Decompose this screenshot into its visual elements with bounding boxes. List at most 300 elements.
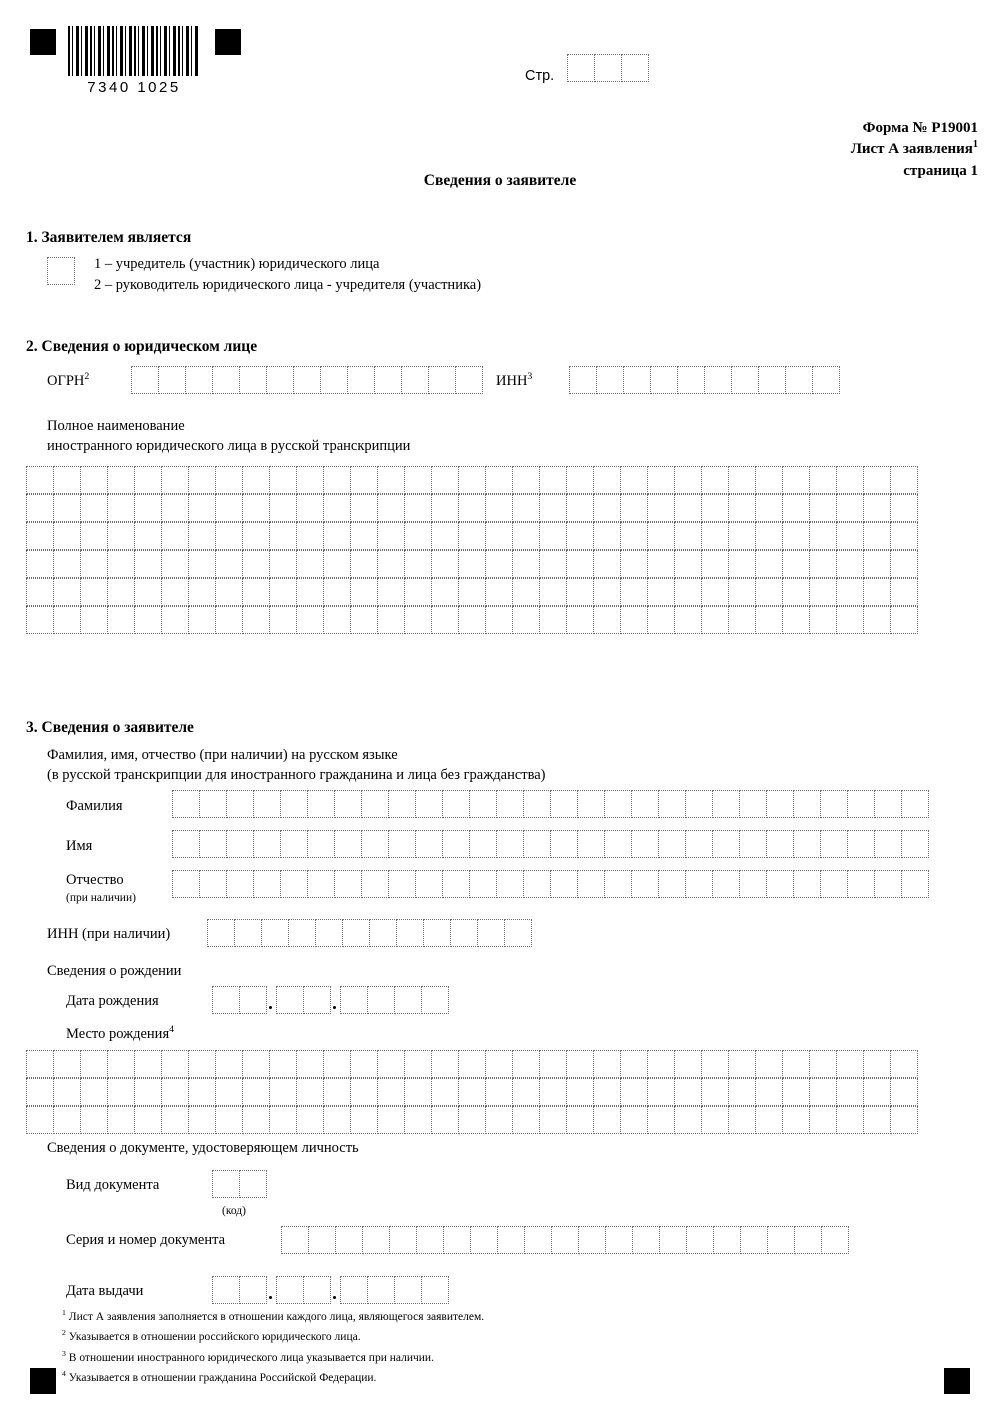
doc-type-cell[interactable] bbox=[239, 1170, 267, 1198]
org-name-cell[interactable] bbox=[26, 550, 54, 578]
birth-place-cell[interactable] bbox=[161, 1078, 189, 1106]
birth-place-cell[interactable] bbox=[485, 1078, 513, 1106]
surname-cell[interactable] bbox=[253, 790, 281, 818]
birth-place-cell[interactable] bbox=[755, 1050, 783, 1078]
date-year-cell[interactable] bbox=[421, 986, 449, 1014]
birth-place-cell[interactable] bbox=[161, 1106, 189, 1134]
inn-person-cell[interactable] bbox=[342, 919, 370, 947]
firstname-cell[interactable] bbox=[172, 830, 200, 858]
org-name-cell[interactable] bbox=[566, 550, 594, 578]
birth-place-cell[interactable] bbox=[26, 1078, 54, 1106]
org-name-cell[interactable] bbox=[512, 550, 540, 578]
org-name-cell[interactable] bbox=[890, 494, 918, 522]
org-name-cell[interactable] bbox=[593, 494, 621, 522]
org-name-cell[interactable] bbox=[701, 578, 729, 606]
org-name-cell[interactable] bbox=[539, 494, 567, 522]
patronymic-cell[interactable] bbox=[199, 870, 227, 898]
surname-cell[interactable] bbox=[361, 790, 389, 818]
ogrn-cell[interactable] bbox=[212, 366, 240, 394]
ogrn-cell[interactable] bbox=[293, 366, 321, 394]
ogrn-cell[interactable] bbox=[185, 366, 213, 394]
org-name-cell[interactable] bbox=[782, 522, 810, 550]
birth-place-cell[interactable] bbox=[647, 1106, 675, 1134]
birth-place-cell[interactable] bbox=[890, 1078, 918, 1106]
surname-cell[interactable] bbox=[847, 790, 875, 818]
birth-place-cell[interactable] bbox=[701, 1050, 729, 1078]
org-name-cell[interactable] bbox=[836, 522, 864, 550]
birth-place-cell[interactable] bbox=[296, 1078, 324, 1106]
org-name-cell[interactable] bbox=[620, 578, 648, 606]
doc-series-cell[interactable] bbox=[551, 1226, 579, 1254]
org-name-cell[interactable] bbox=[377, 606, 405, 634]
doc-type-field[interactable] bbox=[212, 1170, 267, 1198]
org-name-cell[interactable] bbox=[134, 606, 162, 634]
org-name-cell[interactable] bbox=[404, 466, 432, 494]
ogrn-cell[interactable] bbox=[428, 366, 456, 394]
org-name-cell[interactable] bbox=[323, 522, 351, 550]
org-name-cell[interactable] bbox=[566, 578, 594, 606]
page-number-field[interactable] bbox=[567, 54, 649, 82]
org-name-cell[interactable] bbox=[107, 466, 135, 494]
birth-place-cell[interactable] bbox=[620, 1106, 648, 1134]
birth-place-cell[interactable] bbox=[242, 1078, 270, 1106]
ogrn-cell[interactable] bbox=[455, 366, 483, 394]
org-name-cell[interactable] bbox=[188, 494, 216, 522]
date-month-cell[interactable] bbox=[303, 1276, 331, 1304]
surname-cell[interactable] bbox=[199, 790, 227, 818]
org-name-cell[interactable] bbox=[134, 466, 162, 494]
birth-place-cell[interactable] bbox=[53, 1050, 81, 1078]
birth-place-cell[interactable] bbox=[242, 1050, 270, 1078]
birth-place-cell[interactable] bbox=[107, 1078, 135, 1106]
surname-cell[interactable] bbox=[280, 790, 308, 818]
patronymic-cell[interactable] bbox=[415, 870, 443, 898]
patronymic-cell[interactable] bbox=[280, 870, 308, 898]
firstname-cell[interactable] bbox=[550, 830, 578, 858]
org-name-cell[interactable] bbox=[647, 494, 675, 522]
org-name-cell[interactable] bbox=[431, 494, 459, 522]
org-name-cell[interactable] bbox=[269, 550, 297, 578]
inn-person-cell[interactable] bbox=[261, 919, 289, 947]
org-name-cell[interactable] bbox=[836, 578, 864, 606]
birth-place-cell[interactable] bbox=[107, 1106, 135, 1134]
org-name-cell[interactable] bbox=[701, 606, 729, 634]
birth-place-cell[interactable] bbox=[26, 1106, 54, 1134]
birth-place-cell[interactable] bbox=[836, 1106, 864, 1134]
firstname-cell[interactable] bbox=[307, 830, 335, 858]
birth-place-cell[interactable] bbox=[728, 1078, 756, 1106]
birth-place-cell[interactable] bbox=[782, 1050, 810, 1078]
inn-org-cell[interactable] bbox=[758, 366, 786, 394]
birth-place-cell[interactable] bbox=[566, 1078, 594, 1106]
org-name-cell[interactable] bbox=[539, 606, 567, 634]
birth-date-field[interactable] bbox=[212, 986, 449, 1014]
birth-place-cell[interactable] bbox=[323, 1078, 351, 1106]
org-name-cell[interactable] bbox=[647, 578, 675, 606]
inn-org-cell[interactable] bbox=[785, 366, 813, 394]
firstname-cell[interactable] bbox=[847, 830, 875, 858]
applicant-type-cell[interactable] bbox=[47, 257, 75, 285]
patronymic-cell[interactable] bbox=[820, 870, 848, 898]
org-name-cell[interactable] bbox=[674, 466, 702, 494]
page-number-cell[interactable] bbox=[594, 54, 622, 82]
firstname-cell[interactable] bbox=[577, 830, 605, 858]
surname-cell[interactable] bbox=[631, 790, 659, 818]
doc-series-cell[interactable] bbox=[443, 1226, 471, 1254]
birth-place-cell[interactable] bbox=[80, 1078, 108, 1106]
org-name-cell[interactable] bbox=[242, 466, 270, 494]
firstname-cell[interactable] bbox=[631, 830, 659, 858]
firstname-cell[interactable] bbox=[820, 830, 848, 858]
org-name-cell[interactable] bbox=[512, 578, 540, 606]
birth-place-cell[interactable] bbox=[350, 1106, 378, 1134]
org-name-cell[interactable] bbox=[134, 494, 162, 522]
org-name-cell[interactable] bbox=[107, 578, 135, 606]
inn-person-cell[interactable] bbox=[423, 919, 451, 947]
org-name-cell[interactable] bbox=[161, 550, 189, 578]
org-name-cell[interactable] bbox=[269, 466, 297, 494]
birth-place-cell[interactable] bbox=[701, 1106, 729, 1134]
date-day-cell[interactable] bbox=[212, 986, 240, 1014]
inn-person-cell[interactable] bbox=[504, 919, 532, 947]
inn-person-cell[interactable] bbox=[315, 919, 343, 947]
birth-place-cell[interactable] bbox=[215, 1050, 243, 1078]
org-name-cell[interactable] bbox=[782, 466, 810, 494]
surname-cell[interactable] bbox=[874, 790, 902, 818]
inn-person-cell[interactable] bbox=[477, 919, 505, 947]
org-name-cell[interactable] bbox=[755, 494, 783, 522]
patronymic-cell[interactable] bbox=[388, 870, 416, 898]
ogrn-cell[interactable] bbox=[158, 366, 186, 394]
patronymic-cell[interactable] bbox=[604, 870, 632, 898]
date-day-cell[interactable] bbox=[239, 986, 267, 1014]
birth-place-cell[interactable] bbox=[539, 1078, 567, 1106]
org-name-cell[interactable] bbox=[53, 494, 81, 522]
org-name-cell[interactable] bbox=[53, 606, 81, 634]
patronymic-cell[interactable] bbox=[712, 870, 740, 898]
org-name-cell[interactable] bbox=[215, 606, 243, 634]
org-name-cell[interactable] bbox=[377, 466, 405, 494]
surname-cell[interactable] bbox=[766, 790, 794, 818]
org-name-cell[interactable] bbox=[512, 466, 540, 494]
birth-place-cell[interactable] bbox=[485, 1050, 513, 1078]
org-name-cell[interactable] bbox=[836, 550, 864, 578]
org-name-cell[interactable] bbox=[269, 578, 297, 606]
org-name-cell[interactable] bbox=[782, 578, 810, 606]
doc-series-cell[interactable] bbox=[416, 1226, 444, 1254]
inn-org-cell[interactable] bbox=[596, 366, 624, 394]
org-name-cell[interactable] bbox=[728, 550, 756, 578]
birth-place-cell[interactable] bbox=[323, 1106, 351, 1134]
org-name-cell[interactable] bbox=[863, 522, 891, 550]
surname-cell[interactable] bbox=[712, 790, 740, 818]
doc-series-cell[interactable] bbox=[686, 1226, 714, 1254]
birth-place-cell[interactable] bbox=[809, 1078, 837, 1106]
org-name-cell[interactable] bbox=[404, 578, 432, 606]
org-name-cell[interactable] bbox=[728, 522, 756, 550]
patronymic-cell[interactable] bbox=[253, 870, 281, 898]
org-name-cell[interactable] bbox=[485, 466, 513, 494]
doc-series-cell[interactable] bbox=[578, 1226, 606, 1254]
date-day-cell[interactable] bbox=[212, 1276, 240, 1304]
org-name-cell[interactable] bbox=[80, 550, 108, 578]
inn-person-field[interactable] bbox=[207, 919, 532, 947]
org-name-cell[interactable] bbox=[188, 466, 216, 494]
inn-person-cell[interactable] bbox=[207, 919, 235, 947]
birth-place-cell[interactable] bbox=[134, 1050, 162, 1078]
org-name-cell[interactable] bbox=[296, 606, 324, 634]
org-name-cell[interactable] bbox=[377, 578, 405, 606]
org-name-cell[interactable] bbox=[890, 578, 918, 606]
doc-series-cell[interactable] bbox=[713, 1226, 741, 1254]
patronymic-cell[interactable] bbox=[739, 870, 767, 898]
org-name-cell[interactable] bbox=[242, 494, 270, 522]
ogrn-cell[interactable] bbox=[131, 366, 159, 394]
birth-place-cell[interactable] bbox=[539, 1050, 567, 1078]
org-name-cell[interactable] bbox=[755, 466, 783, 494]
org-name-cell[interactable] bbox=[593, 606, 621, 634]
org-name-cell[interactable] bbox=[809, 578, 837, 606]
birth-place-cell[interactable] bbox=[242, 1106, 270, 1134]
org-name-cell[interactable] bbox=[188, 578, 216, 606]
org-name-cell[interactable] bbox=[620, 466, 648, 494]
inn-org-cell[interactable] bbox=[704, 366, 732, 394]
patronymic-cell[interactable] bbox=[874, 870, 902, 898]
birth-place-cell[interactable] bbox=[566, 1050, 594, 1078]
org-name-cell[interactable] bbox=[134, 578, 162, 606]
birth-place-cell[interactable] bbox=[674, 1050, 702, 1078]
org-name-cell[interactable] bbox=[404, 494, 432, 522]
birth-place-cell[interactable] bbox=[323, 1050, 351, 1078]
org-name-cell[interactable] bbox=[485, 578, 513, 606]
org-name-cell[interactable] bbox=[701, 466, 729, 494]
surname-cell[interactable] bbox=[334, 790, 362, 818]
firstname-cell[interactable] bbox=[901, 830, 929, 858]
org-name-cell[interactable] bbox=[242, 550, 270, 578]
org-name-cell[interactable] bbox=[458, 578, 486, 606]
org-name-cell[interactable] bbox=[215, 522, 243, 550]
org-name-cell[interactable] bbox=[593, 522, 621, 550]
org-name-cell[interactable] bbox=[485, 606, 513, 634]
birth-place-cell[interactable] bbox=[80, 1050, 108, 1078]
org-name-cell[interactable] bbox=[458, 550, 486, 578]
date-year-cell[interactable] bbox=[394, 986, 422, 1014]
org-name-cell[interactable] bbox=[701, 494, 729, 522]
org-name-cell[interactable] bbox=[755, 522, 783, 550]
birth-place-cell[interactable] bbox=[593, 1050, 621, 1078]
patronymic-cell[interactable] bbox=[361, 870, 389, 898]
date-year-cell[interactable] bbox=[394, 1276, 422, 1304]
org-name-cell[interactable] bbox=[809, 522, 837, 550]
date-month-cell[interactable] bbox=[303, 986, 331, 1014]
doc-series-cell[interactable] bbox=[497, 1226, 525, 1254]
birth-place-cell[interactable] bbox=[107, 1050, 135, 1078]
org-name-cell[interactable] bbox=[647, 606, 675, 634]
org-name-cell[interactable] bbox=[647, 522, 675, 550]
org-name-cell[interactable] bbox=[161, 466, 189, 494]
org-name-cell[interactable] bbox=[512, 606, 540, 634]
birth-place-cell[interactable] bbox=[458, 1078, 486, 1106]
org-name-cell[interactable] bbox=[728, 606, 756, 634]
birth-place-cell[interactable] bbox=[80, 1106, 108, 1134]
birth-place-cell[interactable] bbox=[647, 1050, 675, 1078]
patronymic-cell[interactable] bbox=[334, 870, 362, 898]
inn-org-cell[interactable] bbox=[731, 366, 759, 394]
org-name-cell[interactable] bbox=[863, 578, 891, 606]
org-name-cell[interactable] bbox=[458, 606, 486, 634]
org-name-cell[interactable] bbox=[53, 550, 81, 578]
inn-org-cell[interactable] bbox=[677, 366, 705, 394]
birth-place-cell[interactable] bbox=[161, 1050, 189, 1078]
org-name-cell[interactable] bbox=[458, 494, 486, 522]
org-name-cell[interactable] bbox=[566, 522, 594, 550]
birth-place-cell[interactable] bbox=[215, 1106, 243, 1134]
firstname-cell[interactable] bbox=[253, 830, 281, 858]
patronymic-cell[interactable] bbox=[901, 870, 929, 898]
date-year-cell[interactable] bbox=[340, 1276, 368, 1304]
org-name-cell[interactable] bbox=[593, 466, 621, 494]
org-name-cell[interactable] bbox=[107, 494, 135, 522]
inn-org-field[interactable] bbox=[569, 366, 840, 394]
birth-place-cell[interactable] bbox=[755, 1106, 783, 1134]
date-year-cell[interactable] bbox=[421, 1276, 449, 1304]
birth-place-cell[interactable] bbox=[269, 1078, 297, 1106]
org-name-cell[interactable] bbox=[161, 494, 189, 522]
org-name-cell[interactable] bbox=[647, 550, 675, 578]
org-name-cell[interactable] bbox=[26, 606, 54, 634]
firstname-cell[interactable] bbox=[685, 830, 713, 858]
org-name-cell[interactable] bbox=[215, 578, 243, 606]
doc-type-cell[interactable] bbox=[212, 1170, 240, 1198]
org-name-cell[interactable] bbox=[296, 522, 324, 550]
birth-place-cell[interactable] bbox=[512, 1078, 540, 1106]
org-name-cell[interactable] bbox=[890, 606, 918, 634]
birth-place-cell[interactable] bbox=[296, 1050, 324, 1078]
org-name-cell[interactable] bbox=[53, 522, 81, 550]
date-year-cell[interactable] bbox=[367, 1276, 395, 1304]
birth-place-cell[interactable] bbox=[188, 1078, 216, 1106]
firstname-cell[interactable] bbox=[712, 830, 740, 858]
org-name-cell[interactable] bbox=[593, 578, 621, 606]
birth-place-cell[interactable] bbox=[404, 1106, 432, 1134]
org-name-cell[interactable] bbox=[350, 550, 378, 578]
birth-place-cell[interactable] bbox=[647, 1078, 675, 1106]
birth-place-cell[interactable] bbox=[53, 1078, 81, 1106]
org-name-cell[interactable] bbox=[701, 550, 729, 578]
org-name-cell[interactable] bbox=[323, 606, 351, 634]
org-name-cell[interactable] bbox=[188, 550, 216, 578]
org-name-cell[interactable] bbox=[782, 606, 810, 634]
firstname-cell[interactable] bbox=[469, 830, 497, 858]
org-name-cell[interactable] bbox=[350, 466, 378, 494]
org-name-cell[interactable] bbox=[323, 466, 351, 494]
surname-cell[interactable] bbox=[739, 790, 767, 818]
org-name-cell[interactable] bbox=[890, 522, 918, 550]
org-name-cell[interactable] bbox=[836, 606, 864, 634]
org-name-cell[interactable] bbox=[80, 522, 108, 550]
org-name-cell[interactable] bbox=[755, 578, 783, 606]
firstname-cell[interactable] bbox=[334, 830, 362, 858]
surname-cell[interactable] bbox=[415, 790, 443, 818]
org-name-cell[interactable] bbox=[674, 522, 702, 550]
firstname-cell[interactable] bbox=[766, 830, 794, 858]
doc-series-cell[interactable] bbox=[308, 1226, 336, 1254]
org-name-cell[interactable] bbox=[431, 466, 459, 494]
org-name-cell[interactable] bbox=[458, 466, 486, 494]
org-name-cell[interactable] bbox=[755, 606, 783, 634]
org-name-cell[interactable] bbox=[647, 466, 675, 494]
birth-place-cell[interactable] bbox=[53, 1106, 81, 1134]
birth-place-cell[interactable] bbox=[431, 1106, 459, 1134]
doc-series-cell[interactable] bbox=[524, 1226, 552, 1254]
inn-org-cell[interactable] bbox=[650, 366, 678, 394]
ogrn-cell[interactable] bbox=[374, 366, 402, 394]
org-name-cell[interactable] bbox=[485, 494, 513, 522]
surname-cell[interactable] bbox=[523, 790, 551, 818]
birth-place-cell[interactable] bbox=[512, 1106, 540, 1134]
org-name-cell[interactable] bbox=[620, 550, 648, 578]
birth-place-cell[interactable] bbox=[134, 1078, 162, 1106]
inn-person-cell[interactable] bbox=[369, 919, 397, 947]
org-name-cell[interactable] bbox=[890, 550, 918, 578]
org-name-cell[interactable] bbox=[566, 494, 594, 522]
birth-place-cell[interactable] bbox=[512, 1050, 540, 1078]
org-name-cell[interactable] bbox=[863, 466, 891, 494]
birth-place-cell[interactable] bbox=[269, 1050, 297, 1078]
org-name-cell[interactable] bbox=[296, 494, 324, 522]
birth-place-cell[interactable] bbox=[836, 1078, 864, 1106]
birth-place-cell[interactable] bbox=[134, 1106, 162, 1134]
surname-cell[interactable] bbox=[442, 790, 470, 818]
org-name-cell[interactable] bbox=[863, 550, 891, 578]
page-number-cell[interactable] bbox=[567, 54, 595, 82]
org-name-cell[interactable] bbox=[485, 522, 513, 550]
patronymic-field[interactable] bbox=[172, 870, 929, 898]
org-name-cell[interactable] bbox=[161, 522, 189, 550]
org-name-cell[interactable] bbox=[296, 466, 324, 494]
org-name-cell[interactable] bbox=[404, 522, 432, 550]
birth-place-row[interactable] bbox=[26, 1106, 918, 1134]
birth-place-cell[interactable] bbox=[350, 1050, 378, 1078]
org-name-cell[interactable] bbox=[377, 522, 405, 550]
org-name-cell[interactable] bbox=[512, 522, 540, 550]
birth-place-cell[interactable] bbox=[566, 1106, 594, 1134]
surname-cell[interactable] bbox=[604, 790, 632, 818]
org-name-cell[interactable] bbox=[755, 550, 783, 578]
birth-place-cell[interactable] bbox=[863, 1050, 891, 1078]
org-name-cell[interactable] bbox=[674, 578, 702, 606]
doc-series-cell[interactable] bbox=[470, 1226, 498, 1254]
org-name-cell[interactable] bbox=[350, 522, 378, 550]
org-name-cell[interactable] bbox=[674, 606, 702, 634]
doc-series-cell[interactable] bbox=[767, 1226, 795, 1254]
firstname-cell[interactable] bbox=[793, 830, 821, 858]
patronymic-cell[interactable] bbox=[631, 870, 659, 898]
org-name-grid[interactable] bbox=[26, 466, 918, 634]
org-name-cell[interactable] bbox=[26, 466, 54, 494]
org-name-cell[interactable] bbox=[215, 466, 243, 494]
org-name-cell[interactable] bbox=[782, 550, 810, 578]
date-month-cell[interactable] bbox=[276, 1276, 304, 1304]
org-name-cell[interactable] bbox=[458, 522, 486, 550]
birth-place-cell[interactable] bbox=[620, 1078, 648, 1106]
org-name-cell[interactable] bbox=[26, 578, 54, 606]
surname-cell[interactable] bbox=[820, 790, 848, 818]
org-name-cell[interactable] bbox=[674, 494, 702, 522]
firstname-cell[interactable] bbox=[874, 830, 902, 858]
inn-org-cell[interactable] bbox=[623, 366, 651, 394]
org-name-cell[interactable] bbox=[836, 466, 864, 494]
